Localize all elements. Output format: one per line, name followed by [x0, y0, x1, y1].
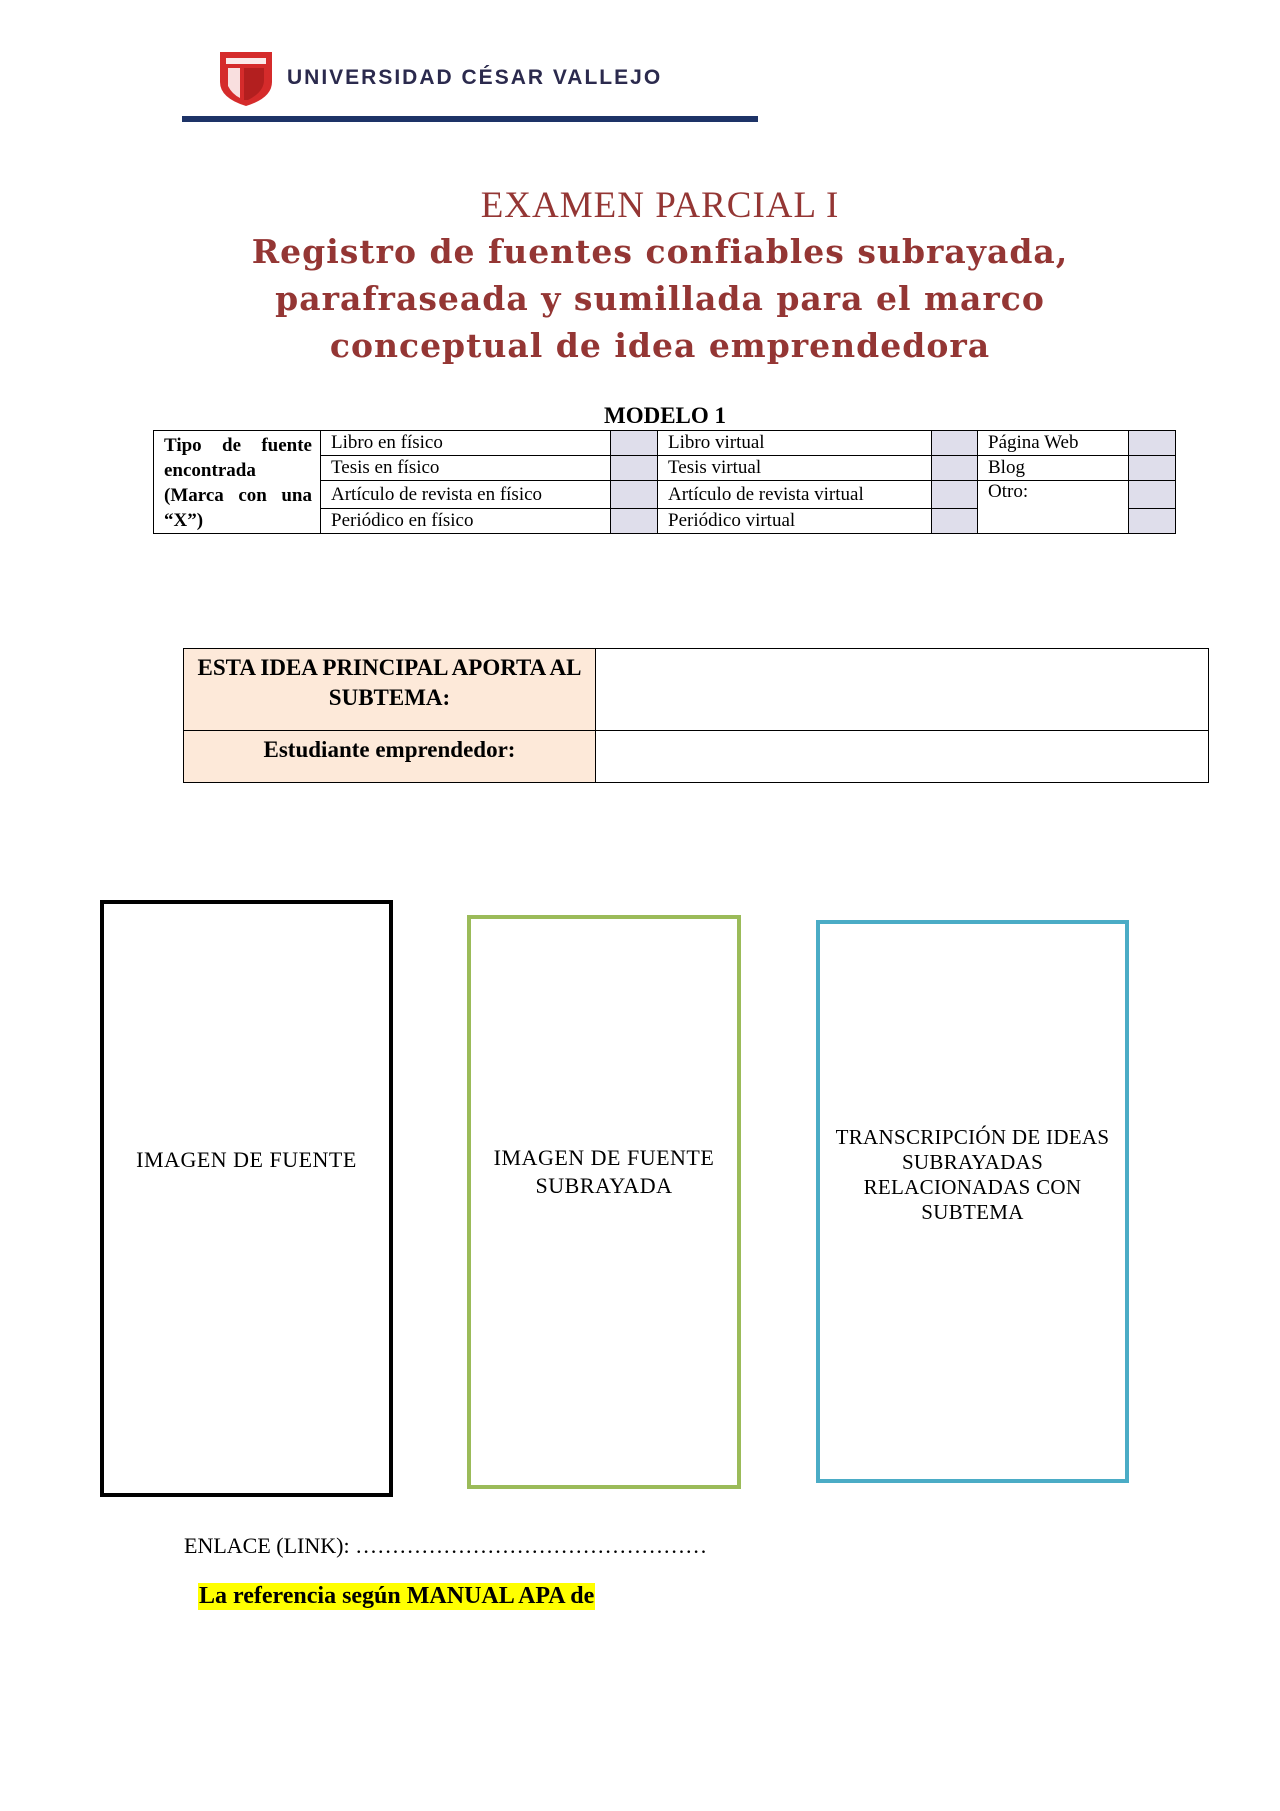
student-value[interactable]: [596, 731, 1209, 783]
apa-reference-note: La referencia según MANUAL APA de: [199, 1583, 595, 1609]
source-option: Blog: [978, 456, 1129, 481]
source-image-label: IMAGEN DE FUENTE: [136, 1146, 357, 1172]
source-option: Tesis en físico: [321, 456, 611, 481]
mark-cell[interactable]: [1129, 456, 1176, 481]
source-option: Libro en físico: [321, 431, 611, 456]
mark-cell[interactable]: [1129, 481, 1176, 509]
mark-cell[interactable]: [611, 509, 658, 534]
source-image-box[interactable]: [100, 900, 393, 1497]
mark-cell[interactable]: [932, 431, 978, 456]
university-name: UNIVERSIDAD CÉSAR VALLEJO: [287, 66, 663, 89]
source-option: Periódico virtual: [658, 509, 932, 534]
idea-value[interactable]: [596, 649, 1209, 731]
idea-table: [183, 648, 1209, 783]
university-logo-icon: [218, 48, 274, 108]
mark-cell[interactable]: [611, 456, 658, 481]
underlined-image-label: IMAGEN DE FUENTE SUBRAYADA: [493, 1145, 715, 1198]
table-row: [154, 431, 1176, 456]
source-option: Artículo de revista virtual: [658, 481, 932, 509]
mark-cell[interactable]: [932, 481, 978, 509]
header-divider: [182, 116, 758, 122]
mark-cell[interactable]: [611, 431, 658, 456]
transcription-box[interactable]: [816, 920, 1129, 1483]
mark-cell[interactable]: [932, 456, 978, 481]
source-option: Otro:: [978, 481, 1129, 534]
mark-cell[interactable]: [1129, 509, 1176, 534]
table-row: [184, 731, 1209, 783]
table-row: [184, 649, 1209, 731]
source-type-label: Tipo de fuente encontrada (Marca con una “X”): [154, 431, 321, 534]
page-title: EXAMEN PARCIAL I: [480, 185, 840, 226]
page-subtitle: Registro de fuentes confiables subrayada, parafraseada y sumillada para el marco conceptual de idea emprendedora: [251, 232, 1069, 365]
underlined-image-box[interactable]: [467, 915, 741, 1489]
link-field: ENLACE (LINK): …………………………………………: [184, 1533, 708, 1558]
source-option: Artículo de revista en físico: [321, 481, 611, 509]
source-option: Tesis virtual: [658, 456, 932, 481]
model-label: MODELO 1: [603, 403, 727, 428]
mark-cell[interactable]: [932, 509, 978, 534]
source-type-table: [153, 430, 1176, 534]
mark-cell[interactable]: [1129, 431, 1176, 456]
student-label: Estudiante emprendedor:: [184, 731, 596, 783]
mark-cell[interactable]: [611, 481, 658, 509]
source-option: Página Web: [978, 431, 1129, 456]
source-option: Periódico en físico: [321, 509, 611, 534]
idea-label: ESTA IDEA PRINCIPAL APORTA AL SUBTEMA:: [184, 649, 596, 731]
transcription-label: TRANSCRIPCIÓN DE IDEAS SUBRAYADAS RELACIONADAS CON SUBTEMA: [835, 1124, 1110, 1224]
source-option: Libro virtual: [658, 431, 932, 456]
